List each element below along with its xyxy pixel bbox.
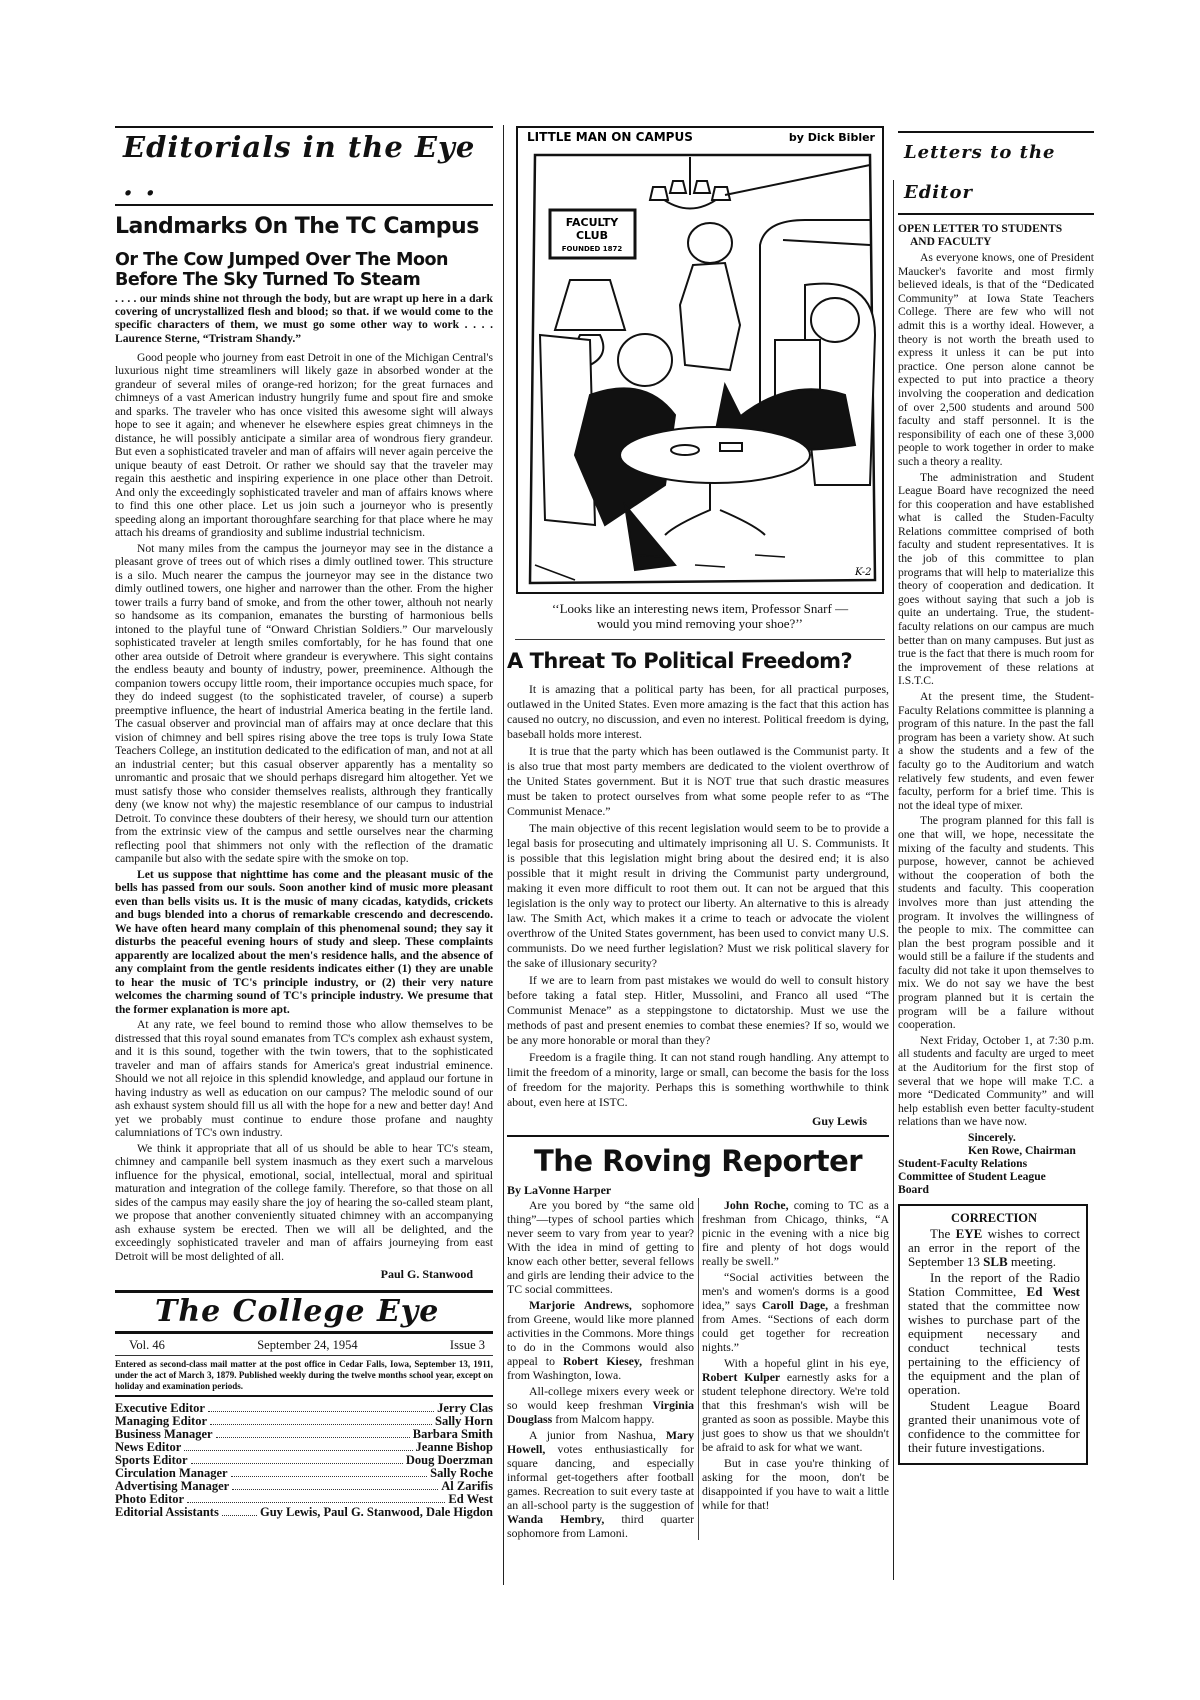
- text: votes enthusiastically for square dancing, and especially informal get-togethers after football games. Recreation to suit every taste at an all-school party is the suggestion of: [507, 1442, 694, 1512]
- correction-title: CORRECTION: [950, 1211, 1038, 1225]
- threat-headline: A Threat To Political Freedom?: [507, 649, 853, 673]
- text: The: [930, 1226, 956, 1241]
- text: Are you bored by “the same old thing”—types of school parties which never seem to vary from year to year? With the idea in mind of getting to know each other better, several fellows and girls are lending their advice to the TC social committees.: [507, 1198, 694, 1296]
- staff-name: Doug Doerzman: [405, 1453, 493, 1468]
- section-title: Editorials in the Eye . .: [123, 130, 476, 202]
- editorials-section: [115, 126, 493, 1290]
- dot-leader: [208, 1411, 434, 1412]
- text: The administration and Student League Board have recognized the need for this cooperation and have established what is called the Studen-Faculty Relations committee comprised of both faculty and student representatives. It is the job of this committee to plan programs that will help to materialize this theory of cooperation and dedication. It goes without saying that such a job is quite an undertaing. True, the student-faculty relations on our campus are much better than on many campuses. But just as true is the fact that there is much room for the improvement of these relations at I.S.T.C.: [898, 470, 1094, 688]
- postal-notice: Entered as second-class mail matter at the post office in Cedar Falls, Iowa, September 13, 1911, under the act of March 3, 1879. Published weekly during the twelve months school year, except on holiday and examination periods.: [115, 1359, 493, 1392]
- paragraph: [115, 542, 493, 866]
- text: Good people who journey from east Detroit in one of the Michigan Central's luxurious night time streamliners will likely gaze in absorbed wonder at the grandeur of several miles of orange-red horizon; for the great furnaces and chimneys of a vast American industry hungrily fume and spout fire and smoke and sparks. The traveler who has once visited this awesome sight will always hope to see it again; and whenever he elsewhere espies great chimneys in the distance, he will possibly anticipate a similar area of wondrous fiery grandeur. But even a sophisticated traveler and man of affairs will never again perceive the unique beauty of east Detroit. Or rather we should say that the traveler may regain this aesthetic and inspiring experience in one place other than Detroit. And only the exceedingly sophisticated traveler and man of affairs knows where to find this one other place. Let us join such a journeyor who is presently speeding along an important thoroughfare searching for that place where he may attach his dreams of grandiosity and sublime industrial technicism.: [115, 350, 493, 540]
- column-rule-left: [503, 125, 504, 1585]
- staff-name: Ed West: [448, 1492, 493, 1507]
- staff-role: Circulation Manager: [115, 1466, 228, 1481]
- text: In the report of the Radio Station Committee,: [908, 1270, 1080, 1299]
- letters-section: [898, 131, 1094, 1204]
- text: But in case you're thinking of asking for the moon, don't be disappointed if you have to wait a little while for that!: [702, 1456, 889, 1512]
- cartoon-title: LITTLE MAN ON CAMPUS: [527, 130, 693, 144]
- bold-text: Robert Kulper: [702, 1370, 781, 1384]
- standing-figure: [680, 223, 740, 370]
- text: Next Friday, October 1, at 7:30 p.m. all students and faculty are urged to meet at the Auditorium for the first stop of several that we hope will make T.C. a more “Dedicated Community” and will help establish even better faculty-student relations than we have now.: [898, 1033, 1094, 1129]
- text: from Malcom happy.: [552, 1412, 655, 1426]
- letter-headline-2: AND FACULTY: [910, 236, 992, 248]
- paragraph: [115, 868, 493, 1017]
- bold-text: Marjorie Andrews,: [529, 1298, 632, 1312]
- threat-byline: Guy Lewis: [811, 1114, 867, 1128]
- text: earnestly asks for a student telephone directory. We're told that this freshman's wish will be granted as soon as possible. Maybe this just goes to show us that we shouldn't be afraid to ask for what we want.: [702, 1370, 889, 1454]
- paragraph: [898, 471, 1094, 689]
- letters-rule-bottom: [898, 213, 1094, 215]
- staff-name: Guy Lewis, Paul G. Stanwood, Dale Higdon: [259, 1505, 493, 1520]
- paragraph: [702, 1270, 889, 1354]
- text: stated that the committee now wishes to purchase part of the equipment necessary and conduct technical tests pertaining to the efficiency of the equipment and the plan of operation.: [908, 1298, 1080, 1397]
- paragraph: [702, 1198, 889, 1268]
- text: meeting.: [1007, 1254, 1057, 1269]
- paragraph: [898, 814, 1094, 1032]
- bold-text: Let us suppose that nighttime has come and the pleasant music of the bells has passed from our souls. Soon another kind of music more pleasant even than bells visits us. It is the music of many cicadas, katydids, crickets and bugs blended into a chorus of remarkable crescendo and decrescendo. We have often heard many complain of this phenomenal sound; they say it disturbs the peaceful evening hours of study and sleep. These complaints apparently are localized about the men's residence halls, and the absence of any complaint from the gentle residents indicates either (1) they are unable to hear the music of TC's principle industry, or (2) their very nature welcomes the charming sound of TC's principle industry. We presume that the former explanation is more apt.: [115, 867, 493, 1016]
- paragraph: [898, 251, 1094, 469]
- editorial-headline: Landmarks On The TC Campus: [115, 214, 479, 239]
- cartoon-panel: [515, 125, 885, 648]
- text: Not many miles from the campus the journeyor may see in the distance a pleasant grove of trees out of which rises a dimly outlined tower. This structure is a silo. Much nearer the campus the journeyor may see in the distance two dimly outlined towers, one higher and narrower than the other. From the higher tower trails a furry band of smoke, and from the other tower, althouh not nearly so handsome as its companion, emanates the bursting of harmonious bells intoned to the playful tune of “Onward Christian Soldiers.” Our marvelously sophisticated traveler at length smiles comfortably, for he has found that one other area outside of Detroit where grandeur is everywhere. This sight contains the endless beauty and bounty of industry, power, preeminence. Although the companion towers occupy little room, their importance occupies much space, for they do indeed suggest (to the sophisticated traveler, of course) a superb preemptive influence, the heart of industrial America beating in the fertile land. The casual observer and provincial man of affairs may at once declare that this vision of chimney and bell spires rising above the tree tops is truly Iowa State Teachers College, an institution dedicated to the edification of man, and not at all an industrial center; but this casual observer apparently has a mentality so unromantic and prosaic that we should perhaps disregard him altogether. Yet we must satisfy those who consider themselves realists, althrough they frantically deny (we know not why) the majestic resemblance of our campus to industrial Detroit. To convince these doubters of their heresy, we should turn our attention from the extrinsic view of the campus and settle ourselves near the charming reflecting pool that shimmers not only with the reflection of the dramatic campanile but also with the sedate spire with the smoke on top.: [115, 541, 493, 866]
- text: Student League Board granted their unanimous vote of confidence to the committee for their future investigations.: [908, 1398, 1080, 1455]
- threat-article: [507, 648, 889, 1143]
- dot-leader: [187, 1502, 445, 1503]
- bold-text: Mary Howell,: [507, 1428, 694, 1456]
- paragraph: [898, 690, 1094, 812]
- staff-role: Photo Editor: [115, 1492, 185, 1507]
- staff-name: Sally Roche: [430, 1466, 493, 1481]
- text: Freedom is a fragile thing. It can not stand rough handling. Any attempt to limit the freedom of a minority, large or small, can become the basis for the loss of freedom for the majority. Perhaps this is something worthwhile to think about, even here at ISTC.: [507, 1050, 889, 1109]
- paragraph: [115, 1142, 493, 1264]
- masthead-title: The College Eye: [155, 1294, 440, 1330]
- text: third quarter sophomore from Lamoni.: [507, 1512, 694, 1540]
- issue-date: September 24, 1954: [257, 1338, 358, 1353]
- text: sophomore from Greene, would like more planned activities in the Commons. More things to do in the Commons would also appeal to: [507, 1298, 695, 1368]
- paragraph: [702, 1456, 889, 1512]
- text: We think it appropriate that all of us should be able to hear TC's steam, chimney and campanile bell system inasmuch as they exert such a marvelous influence for the physical, emotional, social, intellectual, moral and spiritual maturation and integration of the college family. Therefore, so that those on all sides of the campus may easily share the joy of hearing the so-called steam plant, we propose that another conveniently situated chimney with an accompanying ash exhause system be erected. Then we will all be delighted, and the exceedingly sophisticated traveler and man of affairs journeying from east Detroit will be most delighted of all.: [115, 1141, 493, 1263]
- paragraph: [507, 1384, 694, 1426]
- staff-role: Executive Editor: [115, 1401, 205, 1416]
- paragraph: [115, 351, 493, 540]
- letters-title: Letters to the Editor: [904, 142, 1056, 203]
- text: At the present time, the Student-Faculty Relations committee is planning a program of this nature. In the past the fall program has been a variety show. At such a show the students and a few of the faculty go to the Auditorium and watch relatively few students, and even fewer faculty, perform for a brief time. This is not the ideal type of mixer.: [898, 690, 1094, 812]
- staff-role: Sports Editor: [115, 1453, 188, 1468]
- section-rule-bottom: [115, 204, 493, 206]
- cartoon-signature: K-2: [855, 567, 872, 578]
- text: All-college mixers every week or so would keep freshman: [507, 1384, 694, 1412]
- letter-signer-org: Student-Faculty Relations Committee of Student League Board: [898, 1157, 1046, 1196]
- text: As everyone knows, one of President Maucker's favorite and most firmly believed ideals, is that of the “Dedicated Community” at Iowa State Teachers College. There are few who will not admit this is a worthy ideal. However, a theory is not worth the breath used to express it unless it can be put into practice. One person alone cannot be expected to put into practice a theory involving the cooperation and dedication of over 2,500 students and around 500 faculty and staff personnel. It is the responsibility of each one of these 3,000 people to work together in order to make such a theory a reality.: [898, 251, 1094, 468]
- paragraph: [507, 744, 889, 819]
- caption-line-1: ‘‘Looks like an interesting news item, Professor Snarf —: [551, 601, 849, 616]
- letter-body: [898, 251, 1094, 1129]
- column-rule-right: [893, 180, 894, 1580]
- text: freshman from Washington, Iowa.: [507, 1354, 694, 1382]
- threat-body: [507, 682, 889, 1110]
- staff-role: Editorial Assistants: [115, 1505, 219, 1520]
- bold-text: Robert Kiesey,: [562, 1354, 643, 1368]
- dot-leader: [210, 1424, 432, 1425]
- letter-signer: Ken Rowe, Chairman: [968, 1144, 1076, 1157]
- bold-text: Ed West: [1026, 1284, 1080, 1299]
- cartoon-author: by Dick Bibler: [788, 131, 875, 144]
- issue-number: Issue 3: [449, 1338, 485, 1353]
- paragraph: [908, 1271, 1080, 1397]
- text: wishes to correct an error in the report of the September 13: [908, 1226, 1080, 1269]
- staff-row: [115, 1506, 493, 1519]
- text: At any rate, we feel bound to remind those who allow themselves to be distressed that this royal sound emanates from TC's complex ash exhaust system, and it is this sound, together with the twin towers, that to the sophisticated traveler and man of affairs stands for America's great industrial eminence. Should we not all rejoice in this splendid knowledge, and applaud our fortune in having industry as well as education on our campus? The melodic sound of our ash exhaust system should fill us all with the hope for a new and better day! And yet we probably must continue to endure those profane and naughty calumniations of TC's own industry.: [115, 1018, 493, 1140]
- caption-rule: [515, 639, 885, 640]
- right-column: [898, 131, 1094, 1465]
- center-column: [507, 125, 889, 1540]
- text: It is amazing that a political party has been, for all practical purposes, outlawed in the United States. Even more amazing is the fact that this action has caused no outcry, no discussion, and even no interest. Political freedom is dying, baseball holds more interest.: [507, 682, 889, 741]
- roving-body: [507, 1198, 889, 1540]
- text: With a hopeful glint in his eye,: [724, 1356, 889, 1370]
- text: If we are to learn from past mistakes we would do well to consult history before taking a fatal step. Hitler, Mussolini, and Franco all used “The Communist Menace” as a steppingstone to dictatorship. Must we use the methods of past and present enemies to combat these enemies? If so, would we be any more honorable or moral than they?: [507, 973, 889, 1047]
- staff-name: Jerry Clas: [437, 1401, 493, 1416]
- bold-text: Virginia Douglass: [507, 1398, 694, 1426]
- staff-role: News Editor: [115, 1440, 182, 1455]
- editorial-body: [115, 351, 493, 1264]
- text: It is true that the party which has been outlawed is the Communist party. It is also true that most party members are dedicated to the violent overthrow of the United States government. But it is NOT true that such drastic measures must be taken to protect ourselves from what some people refer to as “The Communist Menace.”: [507, 744, 889, 818]
- text: a freshman from Ames. “Sections of each dorm could get together for recreation nights.”: [702, 1298, 889, 1354]
- paragraph: [908, 1227, 1080, 1269]
- bold-text: Wanda Hembry,: [507, 1512, 605, 1526]
- staff-role: Business Manager: [115, 1427, 213, 1442]
- dot-leader: [232, 1489, 438, 1490]
- paragraph: [507, 1198, 694, 1296]
- editorial-epigraph: . . . . our minds shine not through the body, but are wrapt up here in a dark covering of uncrystallized flesh and blood; so that. if we would come to the specific characters of them, we must go some other way to work . . . . Laurence Sterne, “Tristram Shandy.”: [115, 292, 493, 345]
- threat-rule: [507, 1135, 889, 1137]
- paragraph: [507, 1298, 694, 1382]
- left-column: [115, 126, 493, 1519]
- paragraph: [507, 973, 889, 1048]
- paragraph: [507, 682, 889, 742]
- paragraph: [908, 1399, 1080, 1455]
- masthead-dateline: [115, 1334, 493, 1355]
- roving-byline: By LaVonne Harper: [507, 1183, 612, 1197]
- bold-text: SLB: [983, 1254, 1008, 1269]
- staff-list: [115, 1402, 493, 1519]
- caption-line-2: would you mind removing your shoe?’’: [597, 616, 803, 631]
- paragraph: [702, 1356, 889, 1454]
- text: “Social activities between the men's and women's dorms is a good idea,” says: [702, 1270, 889, 1312]
- letter-closing: Sincerely.: [968, 1131, 1016, 1144]
- dot-leader: [191, 1463, 403, 1464]
- faculty-club-sign: [550, 210, 635, 258]
- sign-line-1: FACULTY: [565, 216, 619, 229]
- bold-text: Caroll Dage,: [761, 1298, 829, 1312]
- paragraph: [507, 1428, 694, 1540]
- text: A junior from Nashua,: [529, 1428, 666, 1442]
- paragraph: [507, 821, 889, 971]
- staff-name: Jeanne Bishop: [415, 1440, 493, 1455]
- sign-line-3: FOUNDED 1872: [561, 245, 623, 253]
- text: The main objective of this recent legislation would seem to be to provide a legal basis for prosecuting and ultimately imprisoning all U. S. Communists. It is possible that this legislation might bring about the desired end; it is also possible that it might result in driving the Communist party underground, making it even more difficult to root them out. It can not be argued that this legislation is the only way to protect our liberty. An alternative to this is already law. The Smith Act, which makes it a crime to teach or advocate the violent overthrow of the United States government, has been used to convict many U.S. communists. Do we need further legislation? Must we risk political slavery for the sake of illusionary security?: [507, 821, 889, 970]
- text: coming to TC as a freshman from Chicago, thinks, “A picnic in the evening with a nice big fire and plenty of hot dogs would really be swell.”: [702, 1198, 889, 1268]
- staff-name: Sally Horn: [435, 1414, 493, 1429]
- roving-reporter: [507, 1143, 889, 1540]
- correction-body: [908, 1227, 1080, 1455]
- masthead: [115, 1290, 493, 1519]
- paragraph: [898, 1034, 1094, 1129]
- bold-text: EYE: [955, 1226, 983, 1241]
- staff-name: Barbara Smith: [412, 1427, 493, 1442]
- dot-leader: [222, 1515, 257, 1516]
- paragraph: [115, 1018, 493, 1140]
- dot-leader: [231, 1476, 428, 1477]
- editorial-subheadline-2: Before The Sky Turned To Steam: [115, 270, 421, 290]
- volume-number: Vol. 46: [129, 1338, 165, 1353]
- editorial-byline: Paul G. Stanwood: [380, 1267, 473, 1282]
- bold-text: John Roche,: [724, 1198, 789, 1212]
- letter-headline-1: OPEN LETTER TO STUDENTS: [898, 223, 1063, 235]
- staff-role: Managing Editor: [115, 1414, 208, 1429]
- text: The program planned for this fall is one that will, we hope, necessitate the mixing of the faculty and students. This purpose, however, cannot be achieved without the cooperation of both the students and faculty. This cooperation involves more than just attending the program. It involves the willingness of the people to mix. The committee can plan the best program possible and it would still be a failure if the students and faculty did not take it upon themselves to mix. We do not say we have the best program planned but it is certain the program will be a failure without cooperation.: [898, 814, 1094, 1032]
- staff-name: Al Zarifis: [441, 1479, 493, 1494]
- dot-leader: [216, 1437, 410, 1438]
- cartoon-illustration: [515, 125, 885, 595]
- notice-rule: [115, 1395, 493, 1397]
- sign-line-2: CLUB: [575, 229, 609, 242]
- dot-leader: [184, 1450, 412, 1451]
- editorial-subheadline-1: Or The Cow Jumped Over The Moon: [115, 250, 448, 270]
- cartoon-caption: [515, 601, 885, 631]
- correction-box: [898, 1204, 1088, 1465]
- paragraph: [507, 1050, 889, 1110]
- roving-headline: The Roving Reporter: [533, 1144, 863, 1178]
- staff-role: Advertising Manager: [115, 1479, 230, 1494]
